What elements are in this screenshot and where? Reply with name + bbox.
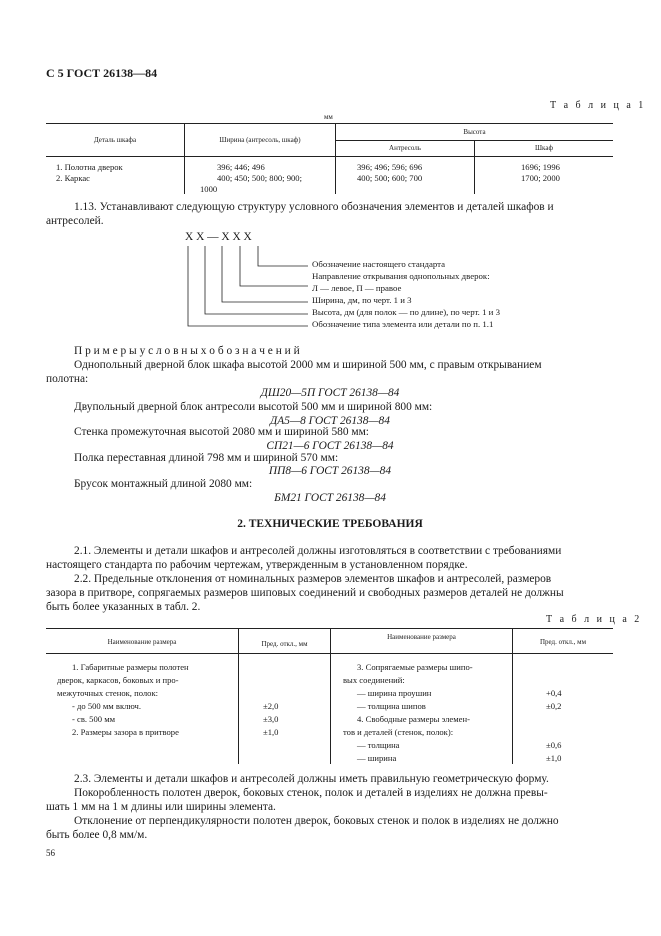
table2-header-name1: Наименование размера bbox=[107, 638, 177, 646]
example1-line2: полотна: bbox=[46, 373, 89, 385]
scheme-item-type: Обозначение типа элемента или детали по п. 1.1 bbox=[312, 319, 494, 329]
example3-code: СП21—6 ГОСТ 26138—84 bbox=[266, 440, 394, 452]
table2-vline-2 bbox=[330, 628, 331, 764]
table2-right-row1-name: 3. Сопрягаемые размеры шипо- bbox=[357, 662, 473, 672]
scheme-item-height: Высота, дм (для полок — по длине), по черт. 1 и 3 bbox=[312, 307, 500, 317]
example5-text: Брусок монтажный длиной 2080 мм: bbox=[74, 478, 253, 490]
p-perpendicularity-line1: Отклонение от перпендикулярности полотен дверок, боковых стенок и полок в изделиях не должно bbox=[74, 815, 559, 827]
example3-text: Стенка промежуточная высотой 2080 мм и шириной 580 мм: bbox=[74, 426, 369, 438]
table2-right-row6-name: тов и деталей (стенок, полок): bbox=[343, 727, 454, 737]
table2-right-row2-name: вых соединений: bbox=[343, 675, 405, 685]
table2-right-row4-name: — толщина шипов bbox=[357, 701, 426, 711]
table1-row1-mezz: 396; 496; 596; 696 bbox=[357, 162, 423, 172]
table2-left-row4-name: - до 500 мм включ. bbox=[72, 701, 141, 711]
scheme-code: X X — X X X bbox=[185, 231, 252, 243]
table1-row1-cab: 1696; 1996 bbox=[521, 162, 560, 172]
page-number: 56 bbox=[46, 848, 55, 858]
table2-left-row5-dev: ±3,0 bbox=[263, 714, 279, 724]
table2-right-row4-dev: ±0,2 bbox=[546, 701, 562, 711]
table2-left-row3-name: межуточных стенок, полок: bbox=[57, 688, 159, 698]
table1-header-mezzanine: Антресоль bbox=[389, 144, 421, 152]
p22-line1: 2.2. Предельные отклонения от номинальных размеров элементов шкафов и антресолей, размеров bbox=[74, 573, 552, 585]
table1-header-width: Ширина (антресоль, шкаф) bbox=[219, 136, 301, 144]
table2-right-row8-name: — ширина bbox=[357, 753, 397, 763]
table1-row1-width: 396; 446; 496 bbox=[217, 162, 265, 172]
table1-row2-mezz: 400; 500; 600; 700 bbox=[357, 173, 423, 183]
example5-code: БМ21 ГОСТ 26138—84 bbox=[274, 492, 386, 504]
table2-vline-3 bbox=[512, 628, 513, 764]
section2-title: 2. ТЕХНИЧЕСКИЕ ТРЕБОВАНИЯ bbox=[237, 518, 423, 530]
p21-line2: настоящего стандарта по рабочим чертежам, утвержденным в установленном порядке. bbox=[46, 559, 468, 571]
table2-left-row2-name: дверок, каркасов, боковых и про- bbox=[57, 675, 179, 685]
examples-title: П р и м е р ы у с л о в н ы х о б о з н а ч е н и й bbox=[74, 345, 300, 357]
example2-code: ДА5—8 ГОСТ 26138—84 bbox=[270, 415, 390, 427]
table2-header-name2: Наименование размера bbox=[387, 633, 456, 641]
example1-line1: Однопольный дверной блок шкафа высотой 2000 мм и шириной 500 мм, с правым открыванием bbox=[74, 359, 542, 371]
table1-row2-width-cont: 1000 bbox=[200, 184, 218, 194]
example1-code: ДШ20—5П ГОСТ 26138—84 bbox=[260, 387, 400, 399]
table2-right-row3-name: — ширина проушин bbox=[357, 688, 432, 698]
table2-right-row7-dev: ±0,6 bbox=[546, 740, 562, 750]
table2-right-row5-name: 4. Свободные размеры элемен- bbox=[357, 714, 470, 724]
scheme-item-width: Ширина, дм, по черт. 1 и 3 bbox=[312, 295, 412, 305]
p-perpendicularity-line2: быть более 0,8 мм/м. bbox=[46, 829, 148, 841]
table2-vline-1 bbox=[238, 628, 239, 764]
table1-row2-width: 400; 450; 500; 800; 900; bbox=[217, 173, 302, 183]
table2-left-row6-name: 2. Размеры зазора в притворе bbox=[72, 727, 179, 737]
example4-text: Полка переставная длиной 798 мм и шириной 570 мм: bbox=[74, 452, 339, 464]
table1-unit: мм bbox=[324, 113, 333, 121]
scheme-item-direction: Направление открывания однопольных дверок: bbox=[312, 271, 490, 281]
table1-row2-detail: 2. Каркас bbox=[56, 173, 90, 183]
p21-line1: 2.1. Элементы и детали шкафов и антресолей должны изготовляться в соответствии с требованиями bbox=[74, 545, 562, 557]
table2-left-row1-name: 1. Габаритные размеры полотен bbox=[72, 662, 189, 672]
table1-label: Т а б л и ц а 1 bbox=[550, 100, 646, 111]
table1-row2-cab: 1700; 2000 bbox=[521, 173, 560, 183]
example2-text: Двупольный дверной блок антресоли высотой 500 мм и шириной 800 мм: bbox=[74, 401, 433, 413]
table1-row1-detail: 1. Полотна дверок bbox=[56, 162, 123, 172]
table2-left-row5-name: - св. 500 мм bbox=[72, 714, 116, 724]
table1-header-cabinet: Шкаф bbox=[535, 144, 553, 152]
scheme-item-standard: Обозначение настоящего стандарта bbox=[312, 259, 445, 269]
p113-line2: антресолей. bbox=[46, 215, 104, 227]
table1-header-height: Высота bbox=[463, 128, 486, 136]
table2-right-row8-dev: ±1,0 bbox=[546, 753, 562, 763]
p113-line1: 1.13. Устанавливают следующую структуру условного обозначения элементов и деталей шкафов и bbox=[74, 201, 554, 213]
table1-header-detail: Деталь шкафа bbox=[93, 136, 137, 144]
table2-left-row4-dev: ±2,0 bbox=[263, 701, 279, 711]
p-roughness-line1: Покоробленность полотен дверок, боковых стенок, полок и деталей в изделиях не должна превы- bbox=[74, 787, 548, 799]
table2-header-dev1: Пред. откл., мм bbox=[261, 640, 308, 648]
table2-left-row6-dev: ±1,0 bbox=[263, 727, 279, 737]
scheme-item-direction-values: Л — левое, П — правое bbox=[312, 283, 402, 293]
table2-label: Т а б л и ц а 2 bbox=[546, 614, 642, 625]
p22-line3: быть более указанных в табл. 2. bbox=[46, 601, 201, 613]
p23: 2.3. Элементы и детали шкафов и антресолей должны иметь правильную геометрическую форму. bbox=[74, 773, 549, 785]
table2-header-dev2: Пред. откл., мм bbox=[539, 638, 587, 646]
table2-right-row3-dev: +0,4 bbox=[546, 688, 562, 698]
p-roughness-line2: шать 1 мм на 1 м длины или ширины элемента. bbox=[46, 801, 276, 813]
page-header: С 5 ГОСТ 26138—84 bbox=[46, 66, 158, 80]
table2-right-row7-name: — толщина bbox=[357, 740, 400, 750]
p22-line2: зазора в притворе, сопрягаемых размеров шиповых соединений и свободных размеров деталей не должны bbox=[46, 587, 564, 599]
example4-code: ПП8—6 ГОСТ 26138—84 bbox=[268, 465, 392, 477]
